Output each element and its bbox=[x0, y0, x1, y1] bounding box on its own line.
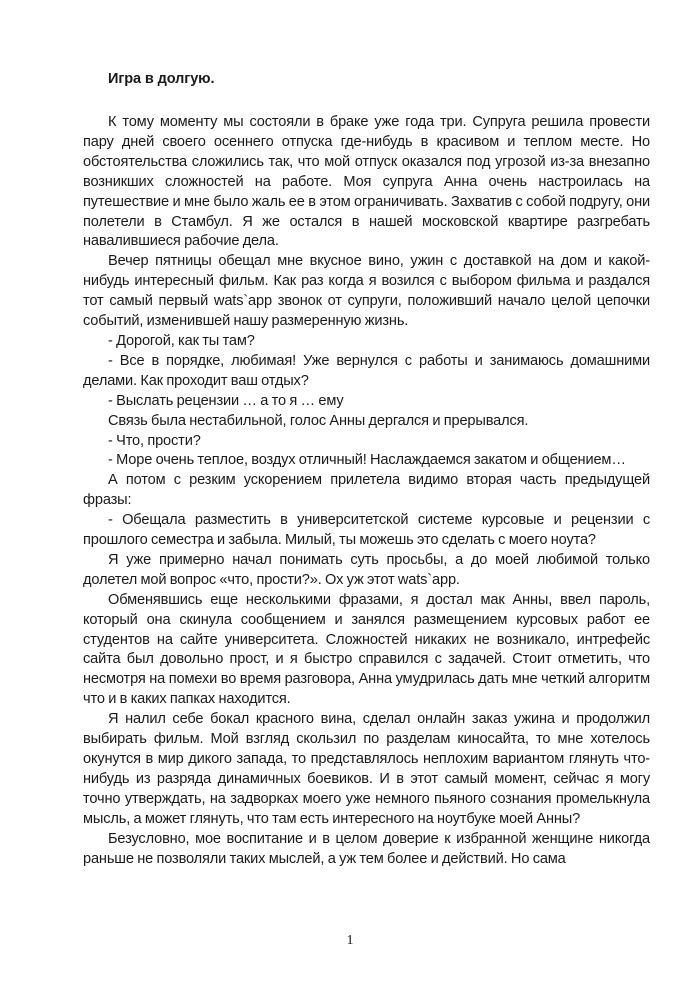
paragraph-intro: К тому моменту мы состояли в браке уже года три. Супруга решила провести пару дней своего осеннего отпуска где-нибудь в красивом и теплом месте. Но обстоятельства сложились так, что мой отпуск оказался под угрозой из-за внезапно возникших сложностей на работе. Моя супруга Анна очень настроилась на путешествие и мне было жаль ее в этом ограничивать. Захватив с собой подругу, они полетели в Стамбул. Я же остался в нашей московской квартире разгребать навалившиеся рабочие дела. bbox=[83, 114, 650, 250]
document-body bbox=[83, 69, 650, 869]
dialogue-line: - Дорогой, как ты там? bbox=[108, 332, 255, 349]
dialogue-line: - Все в порядке, любимая! Уже вернулся с работы и занимаюсь домашними делами. Как проходит ваш отдых? bbox=[83, 352, 650, 389]
paragraph-second-part: А потом с резким ускорением прилетела видимо вторая часть предыдущей фразы: bbox=[83, 472, 650, 509]
dialogue-line: - Море очень теплое, воздух отличный! Наслаждаемся закатом и общением… bbox=[108, 452, 626, 469]
page-number: 1 bbox=[346, 933, 354, 948]
title-spacer bbox=[83, 89, 650, 113]
paragraph-connection: Связь была нестабильной, голос Анны дергался и прерывался. bbox=[108, 412, 529, 429]
dialogue-line: - Обещала разместить в университетской системе курсовые и рецензии с прошлого семестра и забыла. Милый, ты можешь это сделать с моего ноута? bbox=[83, 512, 650, 549]
paragraph-understanding: Я уже примерно начал понимать суть просьбы, а до моей любимой только долетел мой вопрос «что, прости?». Ох уж этот wats`app. bbox=[83, 551, 650, 588]
dialogue-line: - Выслать рецензии … а то я … ему bbox=[108, 392, 344, 409]
paragraph-upbringing: Безусловно, мое воспитание и в целом доверие к избранной женщине никогда раньше не позволяли таких мыслей, а уж тем более и действий. Но сама bbox=[83, 830, 650, 867]
paragraph-wine: Я налил себе бокал красного вина, сделал онлайн заказ ужина и продолжил выбирать фильм. Мой взгляд скользил по разделам киносайта, то мне хотелось окунутся в мир дикого запада, то представлялось неплохим вариантом глянуть что-нибудь из разряда динамичных боевиков. И в этот самый момент, сейчас я могу точно утверждать, на задворках моего уже немного пьяного сознания промелькнула мысль, а может глянуть, что там есть интересного на ноутбуке моей Анны? bbox=[83, 711, 650, 827]
paragraph-mac: Обменявшись еще несколькими фразами, я достал мак Анны, ввел пароль, который она скинула сообщением и занялся размещением курсовых работ ее студентов на сайте университета. Сложностей никаких не возникало, интрефейс сайта был довольно прост, и я быстро справился с задачей. Стоит отметить, что несмотря на помехи во время разговора, Анна умудрилась дать мне четкий алгоритм что и в каких папках находится. bbox=[83, 591, 650, 708]
dialogue-line: - Что, прости? bbox=[108, 432, 201, 449]
document-title: Игра в долгую. bbox=[108, 71, 215, 87]
paragraph-friday-evening: Вечер пятницы обещал мне вкусное вино, ужин с доставкой на дом и какой-нибудь интересный фильм. Как раз когда я возился с выбором фильма и раздался тот самый первый wats`app звонок от супруги, положивший начало целой цепочки событий, изменившей нашу размеренную жизнь. bbox=[83, 253, 650, 330]
